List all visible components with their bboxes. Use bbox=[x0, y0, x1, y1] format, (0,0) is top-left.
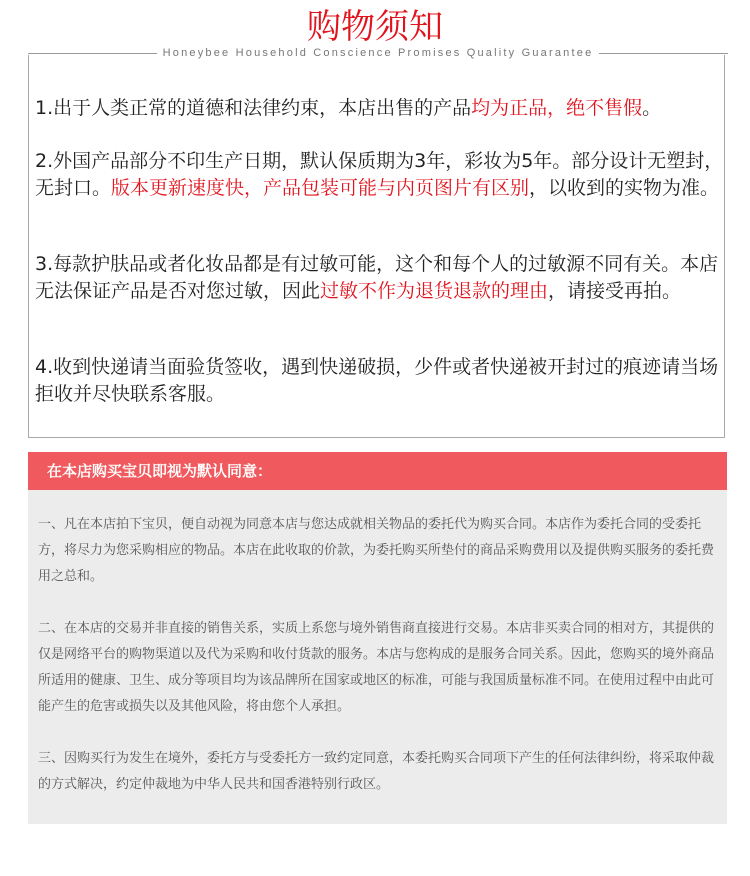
notice-text: 1.出于人类正常的道德和法律约束，本店出售的产品 bbox=[35, 97, 472, 119]
term-item-2: 二、在本店的交易并非直接的销售关系，实质上系您与境外销售商直接进行交易。本店非买卖合同的相对方，其提供的仅是网络平台的购物渠道以及代为采购和收付货款的服务。本店与您构成的是服务合同关系。因此，您购买的境外商品所适用的健康、卫生、成分等项目均为该品牌所在国家或地区的标准，可能与我国质量标准不同。在使用过程中由此可能产生的危害或损失以及其他风险，将由您个人承担。 bbox=[38, 621, 715, 714]
term-item-3: 三、因购买行为发生在境外，委托方与受委托方一致约定同意，本委托购买合同项下产生的任何法律纠纷，将采取仲裁的方式解决，约定仲裁地为中华人民共和国香港特别行政区。 bbox=[38, 751, 715, 792]
notice-text: 4.收到快递请当面验货签收，遇到快递破损，少件或者快递被开封过的痕迹请当场拒收并尽快联系客服。 bbox=[35, 356, 719, 405]
page-subtitle: Honeybee Household Conscience Promises Quality Guarantee bbox=[162, 47, 594, 59]
notice-item-4 bbox=[35, 354, 725, 408]
page-title: 购物须知 bbox=[307, 7, 443, 47]
notice-item-3 bbox=[35, 251, 725, 305]
notice-box bbox=[28, 55, 725, 438]
notice-text: ，请接受再拍。 bbox=[548, 280, 682, 302]
notice-text: ，以收到的实物为准。 bbox=[529, 177, 720, 199]
notice-highlight: 均为正品，绝不售假 bbox=[471, 97, 643, 119]
consent-heading: 在本店购买宝贝即视为默认同意： bbox=[28, 452, 727, 490]
notice-text: 。 bbox=[642, 97, 662, 119]
divider-left bbox=[28, 53, 157, 54]
notice-item-1 bbox=[35, 95, 725, 122]
notice-text: 3.每款护肤品或者化妆品都是有过敏可能，这个和每个人的过敏源不同有关。本店无法保证产品是否对您过敏，因此 bbox=[35, 253, 719, 302]
notice-text: 2.外国产品部分不印生产日期，默认保质期为3年，彩妆为5年。部分设计无塑封，无封口。 bbox=[35, 150, 724, 199]
notice-highlight: 版本更新速度快，产品包装可能与内页图片有区别 bbox=[111, 177, 530, 199]
term-item-1: 一、凡在本店拍下宝贝，便自动视为同意本店与您达成就相关物品的委托代为购买合同。本店作为委托合同的受委托方，将尽力为您采购相应的物品。本店在此收取的价款，为委托购买所垫付的商品采购费用以及提供购买服务的委托费用之总和。 bbox=[38, 517, 715, 584]
notice-highlight: 过敏不作为退货退款的理由 bbox=[320, 280, 549, 302]
notice-item-2 bbox=[35, 148, 725, 202]
terms-box bbox=[28, 490, 727, 824]
divider-right bbox=[599, 53, 728, 54]
